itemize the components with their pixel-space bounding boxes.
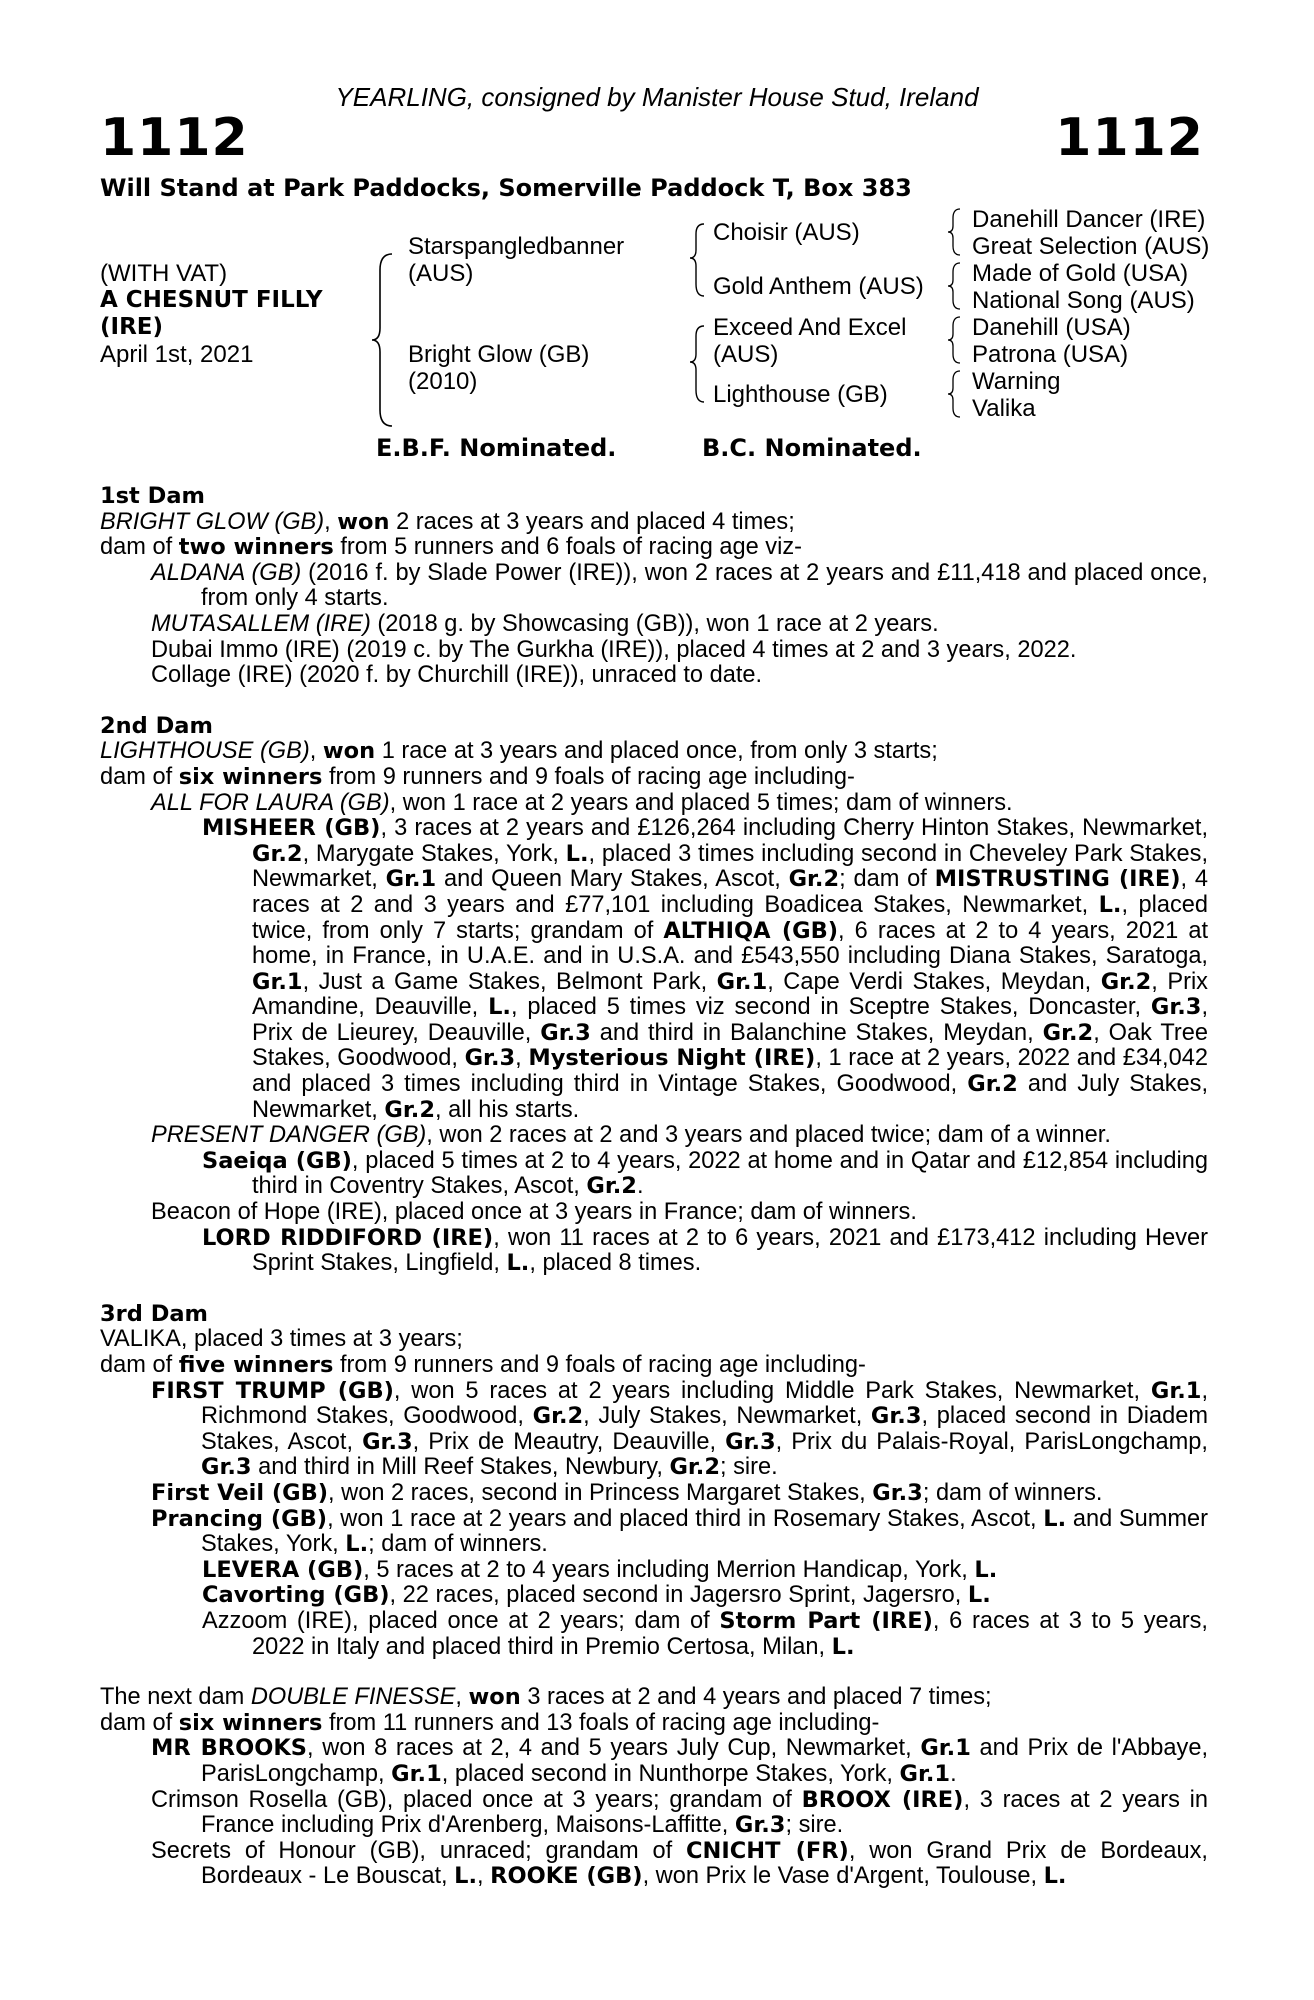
produce-item: MR BROOKS, won 8 races at 2, 4 and 5 years July Cup, Newmarket, Gr.1 and Prix de l'Abbaye, ParisLongchamp, Gr.1, placed second in Nunthorpe Stakes, York, Gr.1. <box>151 1735 1208 1787</box>
sire-country: (AUS) <box>408 260 474 287</box>
produce-item: Dubai Immo (IRE) (2019 c. by The Gurkha (IRE)), placed 4 times at 2 and 3 years, 2022. <box>151 636 1077 663</box>
next-dam-line: The next dam DOUBLE FINESSE, won 3 races at 2 and 4 years and placed 7 times; <box>100 1684 992 1711</box>
sire-dam-sire: Made of Gold (USA) <box>972 260 1189 287</box>
third-dam-heading: 3rd Dam <box>100 1300 208 1327</box>
third-dam-line: VALIKA, placed 3 times at 3 years; <box>100 1326 463 1353</box>
pedigree-brace-dam <box>688 322 708 406</box>
produce-item: MUTASALLEM (IRE) (2018 g. by Showcasing (GB)), won 1 race at 2 years. <box>151 610 939 637</box>
lot-number-left: 1112 <box>100 108 249 168</box>
pedigree-brace-sire <box>688 220 708 300</box>
produce-item: Prancing (GB), won 1 race at 2 years and placed third in Rosemary Stakes, Ascot, L. and Summer Stakes, York, L.; dam of winners. <box>151 1505 1208 1558</box>
foaling-date: April 1st, 2021 <box>100 341 254 368</box>
produce-item: MISHEER (GB), 3 races at 2 years and £126,264 including Cherry Hinton Stakes, Newmarket, Gr.2, Marygate Stakes, York, L., placed 3 times including second in Cheveley Park Stakes, Newmarket, Gr.1 and Queen Mary Stakes, Ascot, Gr.2; dam of MISTRUSTING (IRE), 4 races at 2 and 3 years and £77,101 including Boadicea Stakes, Newmarket, L., placed twice, from only 7 starts; grandam of ALTHIQA (GB), 6 races at 2 to 4 years, 2021 at home, in France, in U.A.E. and in U.S.A. and £543,550 including Diana Stakes, Saratoga, Gr.1, Just a Game Stakes, Belmont Park, Gr.1, Cape Verdi Stakes, Meydan, Gr.2, Prix Amandine, Deauville, L., placed 5 times viz second in Sceptre Stakes, Doncaster, Gr.3, Prix de Lieurey, Deauville, Gr.3 and third in Balanchine Stakes, Meydan, Gr.2, Oak Tree Stakes, Goodwood, Gr.3, Mysterious Night (IRE), 1 race at 2 years, 2022 and £34,042 and placed 3 times including third in Vintage Stakes, Goodwood, Gr.2 and July Stakes, Newmarket, Gr.2, all his starts. <box>202 815 1209 1123</box>
produce-item: FIRST TRUMP (GB), won 5 races at 2 years including Middle Park Stakes, Newmarket, Gr.1, Richmond Stakes, Goodwood, Gr.2, July Stakes, Newmarket, Gr.3, placed second in Diadem Stakes, Ascot, Gr.3, Prix de Meautry, Deauville, Gr.3, Prix du Palais-Royal, ParisLongchamp, Gr.3 and third in Mill Reef Stakes, Newbury, Gr.2; sire. <box>151 1377 1209 1481</box>
first-dam-line: BRIGHT GLOW (GB), won 2 races at 3 years and placed 4 times; <box>100 508 795 535</box>
produce-item: Saeiqa (GB), placed 5 times at 2 to 4 years, 2022 at home and in Qatar and £12,854 including third in Coventry Stakes, Ascot, Gr.2. <box>202 1147 1209 1200</box>
dam-sire-dam: Patrona (USA) <box>972 341 1129 368</box>
second-dam-produce-line: dam of six winners from 9 runners and 9 foals of racing age including- <box>100 763 855 790</box>
horse-name-suffix: (IRE) <box>100 314 164 340</box>
produce-item: First Veil (GB), won 2 races, second in Princess Margaret Stakes, Gr.3; dam of winners. <box>151 1479 1103 1506</box>
sire-sire-sire: Danehill Dancer (IRE) <box>972 206 1206 233</box>
dam-name: Bright Glow (GB) <box>408 341 590 368</box>
pedigree-brace-ss <box>946 206 964 258</box>
third-dam-produce-line: dam of five winners from 9 runners and 9 foals of racing age including- <box>100 1352 866 1378</box>
bc-nomination: B.C. Nominated. <box>702 434 922 462</box>
produce-item: ALL FOR LAURA (GB), won 1 race at 2 years and placed 5 times; dam of winners. <box>151 789 1013 816</box>
dam-dam-dam: Valika <box>972 395 1036 422</box>
stand-location: Will Stand at Park Paddocks, Somerville Paddock T, Box 383 <box>100 174 912 202</box>
first-dam-produce-line: dam of two winners from 5 runners and 6 foals of racing age viz- <box>100 534 802 561</box>
dam-year: (2010) <box>408 368 478 395</box>
second-dam-heading: 2nd Dam <box>100 712 213 739</box>
produce-item: Azzoom (IRE), placed once at 2 years; dam of Storm Part (IRE), 6 races at 3 to 5 years, 2022 in Italy and placed third in Premio Certosa, Milan, L. <box>202 1607 1208 1660</box>
produce-item: PRESENT DANGER (GB), won 2 races at 2 and 3 years and placed twice; dam of a winner. <box>151 1122 1111 1149</box>
catalogue-body <box>100 484 1208 1890</box>
sire-name: Starspangledbanner <box>408 233 625 260</box>
dam-dam: Lighthouse (GB) <box>713 381 888 408</box>
ebf-nomination: E.B.F. Nominated. <box>376 434 617 462</box>
vat-note: (WITH VAT) <box>100 260 228 287</box>
next-dam-produce-line: dam of six winners from 11 runners and 13 foals of racing age including- <box>100 1709 880 1736</box>
sire-sire-dam: Great Selection (AUS) <box>972 233 1210 260</box>
produce-item: Secrets of Honour (GB), unraced; grandam of CNICHT (FR), won Grand Prix de Bordeaux, Bordeaux - Le Bouscat, L., ROOKE (GB), won Prix le Vase d'Argent, Toulouse, L. <box>151 1837 1208 1890</box>
produce-item: LEVERA (GB), 5 races at 2 to 4 years including Merrion Handicap, York, L. <box>202 1556 998 1583</box>
pedigree-brace-dd <box>946 368 964 420</box>
pedigree-brace-ds <box>946 314 964 366</box>
dam-sire: Exceed And Excel <box>713 314 907 341</box>
pedigree-brace-main <box>370 250 400 430</box>
produce-item: Beacon of Hope (IRE), placed once at 3 years in France; dam of winners. <box>151 1199 917 1226</box>
produce-item: Crimson Rosella (GB), placed once at 3 years; grandam of BROOX (IRE), 3 races at 2 years in France including Prix d'Arenberg, Maisons-Laffitte, Gr.3; sire. <box>151 1786 1208 1839</box>
horse-name: A CHESNUT FILLY <box>100 287 323 313</box>
dam-sire-country: (AUS) <box>713 341 779 368</box>
produce-item: Cavorting (GB), 22 races, placed second in Jagersro Sprint, Jagersro, L. <box>202 1582 991 1609</box>
sire-dam-dam: National Song (AUS) <box>972 287 1195 314</box>
dam-sire-sire: Danehill (USA) <box>972 314 1131 341</box>
produce-item: ALDANA (GB) (2016 f. by Slade Power (IRE)), won 2 races at 2 years and £11,418 and placed once, from only 4 starts. <box>151 559 1208 612</box>
sire-dam: Gold Anthem (AUS) <box>713 273 924 300</box>
sire-sire: Choisir (AUS) <box>713 219 860 246</box>
produce-item: LORD RIDDIFORD (IRE), won 11 races at 2 to 6 years, 2021 and £173,412 including Hever Sprint Stakes, Lingfield, L., placed 8 times. <box>202 1224 1208 1277</box>
lot-number-right: 1112 <box>1055 108 1204 168</box>
pedigree-brace-sd <box>946 260 964 312</box>
consignment-line: YEARLING, consigned by Manister House Stud, Ireland <box>335 82 979 112</box>
second-dam-line: LIGHTHOUSE (GB), won 1 race at 3 years and placed once, from only 3 starts; <box>100 738 938 765</box>
dam-dam-sire: Warning <box>972 368 1061 395</box>
first-dam-heading: 1st Dam <box>100 483 205 509</box>
produce-item: Collage (IRE) (2020 f. by Churchill (IRE)), unraced to date. <box>151 662 763 689</box>
